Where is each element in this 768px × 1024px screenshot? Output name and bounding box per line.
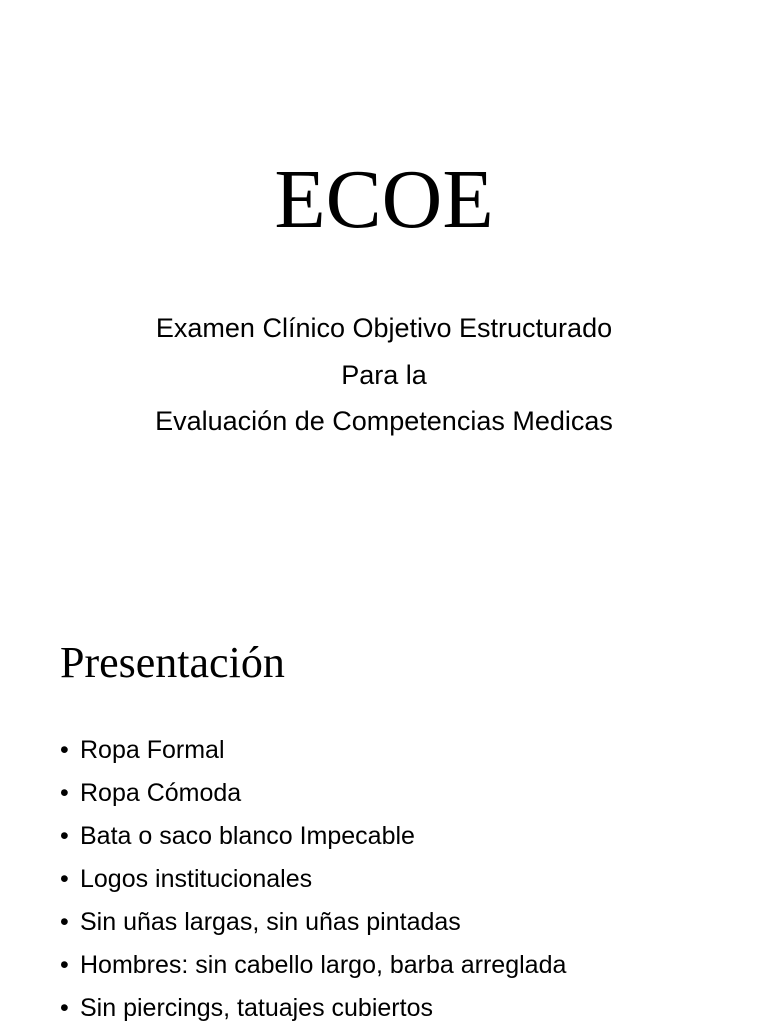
- bullet-marker: •: [60, 822, 69, 850]
- bullet-text: Bata o saco blanco Impecable: [80, 822, 415, 850]
- subtitle-line: Examen Clínico Objetivo Estructurado: [155, 313, 613, 343]
- bullet-text: Logos institucionales: [80, 865, 313, 893]
- slide-title: ECOE: [274, 153, 494, 246]
- subtitle-line: Evaluación de Competencias Medicas: [155, 406, 613, 436]
- bullet-item: [60, 772, 760, 815]
- subtitle-line: Para la: [341, 359, 427, 390]
- bullet-item: [60, 987, 760, 1024]
- bullet-marker: •: [60, 779, 69, 807]
- bullet-text: Sin uñas largas, sin uñas pintadas: [80, 908, 461, 936]
- bullet-text: Ropa Cómoda: [80, 779, 242, 807]
- bullet-item: [60, 901, 760, 944]
- bullet-item: [60, 729, 760, 772]
- bullet-list: [60, 729, 760, 1024]
- bullet-text: Ropa Formal: [80, 736, 225, 764]
- bullet-marker: •: [60, 908, 69, 936]
- bullet-marker: •: [60, 951, 69, 979]
- bullet-item: [60, 815, 760, 858]
- section-heading: Presentación: [60, 638, 285, 687]
- bullet-item: [60, 944, 760, 987]
- bullet-marker: •: [60, 865, 69, 893]
- bullet-text: Sin piercings, tatuajes cubiertos: [80, 994, 433, 1022]
- bullet-marker: •: [60, 736, 69, 764]
- bullet-text: Hombres: sin cabello largo, barba arreglada: [80, 951, 567, 979]
- bullet-item: [60, 858, 760, 901]
- bullet-marker: •: [60, 994, 69, 1022]
- slide-subtitle: [0, 305, 768, 445]
